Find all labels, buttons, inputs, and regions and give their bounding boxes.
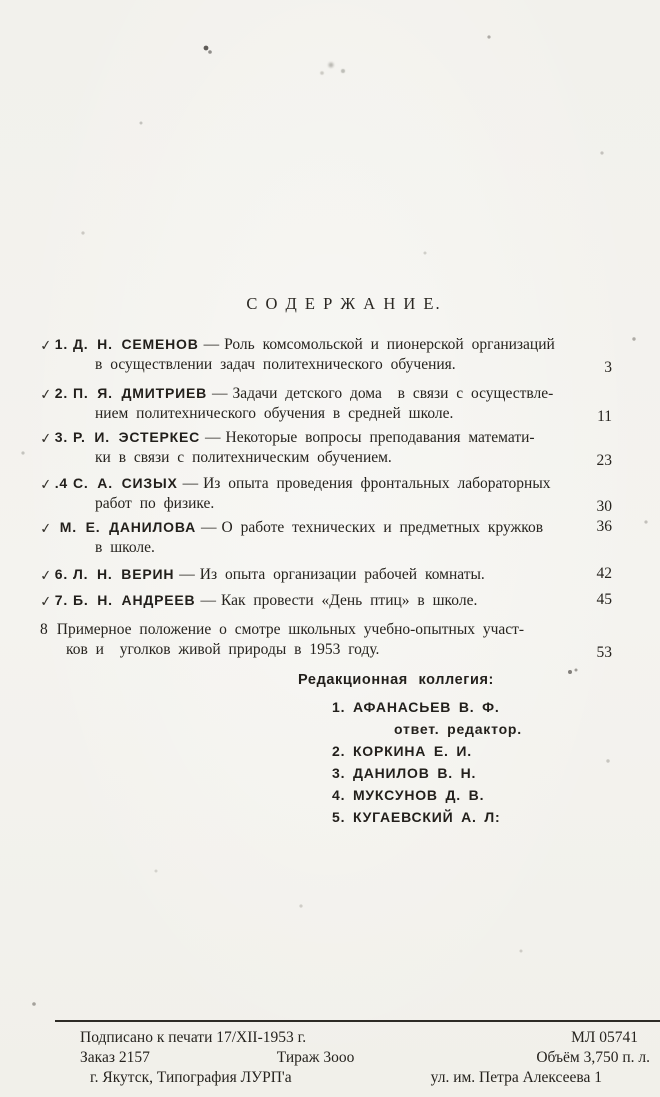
entry-author: С. А. СИЗЫХ (73, 475, 178, 491)
checkmark-icon: ✓ (39, 430, 53, 448)
entry-author: Р. И. ЭСТЕРКЕС (73, 429, 201, 445)
toc-entry (40, 620, 612, 660)
entry-number: 3. (54, 429, 69, 445)
checkmark-icon: ✓ (39, 520, 53, 538)
checkmark-icon: ✓ (39, 476, 53, 494)
page-number: 53 (596, 644, 612, 661)
entry-author: Д. Н. СЕМЕНОВ (73, 336, 199, 352)
editorial-list (332, 696, 612, 828)
colophon-print-run: Тираж 3ооо (276, 1049, 355, 1066)
entry-author: Л. Н. ВЕРИН (73, 566, 175, 582)
toc-entry (40, 473, 612, 514)
checkmark-icon: ✓ (39, 386, 53, 404)
entry-dash: — (205, 429, 221, 446)
entry-dash: — (182, 475, 199, 492)
entry-number: 2. (54, 385, 69, 401)
entry-text-line2: ки в связи с политехническим обучением. (95, 449, 392, 466)
member-name: 5. КУГАЕВСКИЙ А. Л: (332, 809, 501, 825)
colophon-volume: Объём 3,750 п. л. (536, 1049, 650, 1066)
entry-dash: — (201, 519, 217, 536)
entry-number: 1. (54, 336, 69, 352)
editorial-member (332, 784, 612, 806)
entry-text-line1: Примерное положение о смотре школьных учебно-опытных участ- (56, 621, 525, 638)
entry-dash: — (203, 336, 220, 353)
member-name: 3. ДАНИЛОВ В. Н. (332, 765, 477, 781)
toc-entry (40, 427, 612, 468)
entry-number: 6. (54, 566, 69, 582)
editorial-member (332, 740, 612, 762)
entry-dash: — (212, 385, 228, 402)
member-name: 4. МУКСУНОВ Д. В. (332, 787, 485, 803)
member-role: ответ. редактор. (394, 721, 522, 737)
entry-text-line1: Некоторые вопросы преподавания математи- (225, 429, 535, 446)
checkmark-icon: ✓ (39, 337, 53, 355)
page-title: С О Д Е Р Ж А Н И Е. (246, 294, 442, 313)
editorial-heading: Редакционная коллегия: (298, 672, 494, 688)
colophon-printer: г. Якутск, Типография ЛУРП'а (90, 1069, 292, 1086)
entry-text-line2: в школе. (95, 539, 155, 556)
checkmark-icon: ✓ (39, 567, 53, 585)
entry-text-line2: нием политехнического обучения в средней школе. (95, 405, 454, 422)
entry-author: М. Е. ДАНИЛОВА (59, 519, 196, 535)
scan-noise (0, 0, 2, 2)
entry-text-line1: Как провести «День птиц» в школе. (220, 592, 478, 609)
entry-dash: — (179, 566, 195, 583)
member-name: 2. КОРКИНА Е. И. (332, 743, 472, 759)
entry-author: П. Я. ДМИТРИЕВ (73, 385, 207, 401)
entry-text-line1: Из опыта проведения фронтальных лабораторных (203, 475, 551, 492)
colophon-ml-number: МЛ 05741 (571, 1029, 638, 1046)
entry-number: 8 (40, 621, 48, 638)
page-number: 11 (597, 408, 612, 425)
toc-entry (40, 383, 612, 424)
entry-text-line1: Задачи детского дома в связи с осуществле- (232, 385, 554, 402)
entry-author: Б. Н. АНДРЕЕВ (73, 592, 196, 608)
member-name: 1. АФАНАСЬЕВ В. Ф. (332, 699, 500, 715)
colophon (55, 1020, 660, 1087)
checkmark-icon: ✓ (39, 593, 53, 611)
editorial-member (332, 762, 612, 784)
colophon-address: ул. им. Петра Алексеева 1 (430, 1069, 602, 1086)
table-of-contents (40, 294, 612, 828)
entry-number: 7. (54, 592, 69, 608)
page-number: 3 (604, 359, 612, 376)
page-number: 36 (596, 518, 612, 535)
entry-text-line1: Из опыта организации рабочей комнаты. (199, 566, 485, 583)
entry-text-line2: в осуществлении задач политехнического обучения. (95, 356, 456, 373)
editorial-board (40, 672, 612, 828)
entry-number: .4 (54, 475, 69, 491)
colophon-print-date: Подписано к печати 17/XII-1953 г. (80, 1029, 307, 1046)
toc-entry (40, 590, 612, 611)
editorial-member (332, 806, 612, 828)
toc-entry (40, 517, 612, 558)
colophon-order-number: Заказ 2157 (80, 1049, 150, 1066)
page-number: 45 (596, 591, 612, 608)
entry-text-line1: Роль комсомольской и пионерской организаций (224, 336, 555, 353)
toc-entry (40, 334, 612, 375)
page-number: 30 (596, 498, 612, 515)
page-number: 42 (596, 565, 612, 582)
page-number: 23 (596, 452, 612, 469)
toc-entry (40, 564, 612, 585)
entry-text-line1: О работе технических и предметных кружков (221, 519, 544, 536)
entry-dash: — (200, 592, 216, 609)
editorial-member (332, 696, 612, 740)
entry-text-line2: работ по физике. (95, 495, 215, 512)
entry-text-line2: ков и уголков живой природы в 1953 году. (66, 641, 380, 658)
